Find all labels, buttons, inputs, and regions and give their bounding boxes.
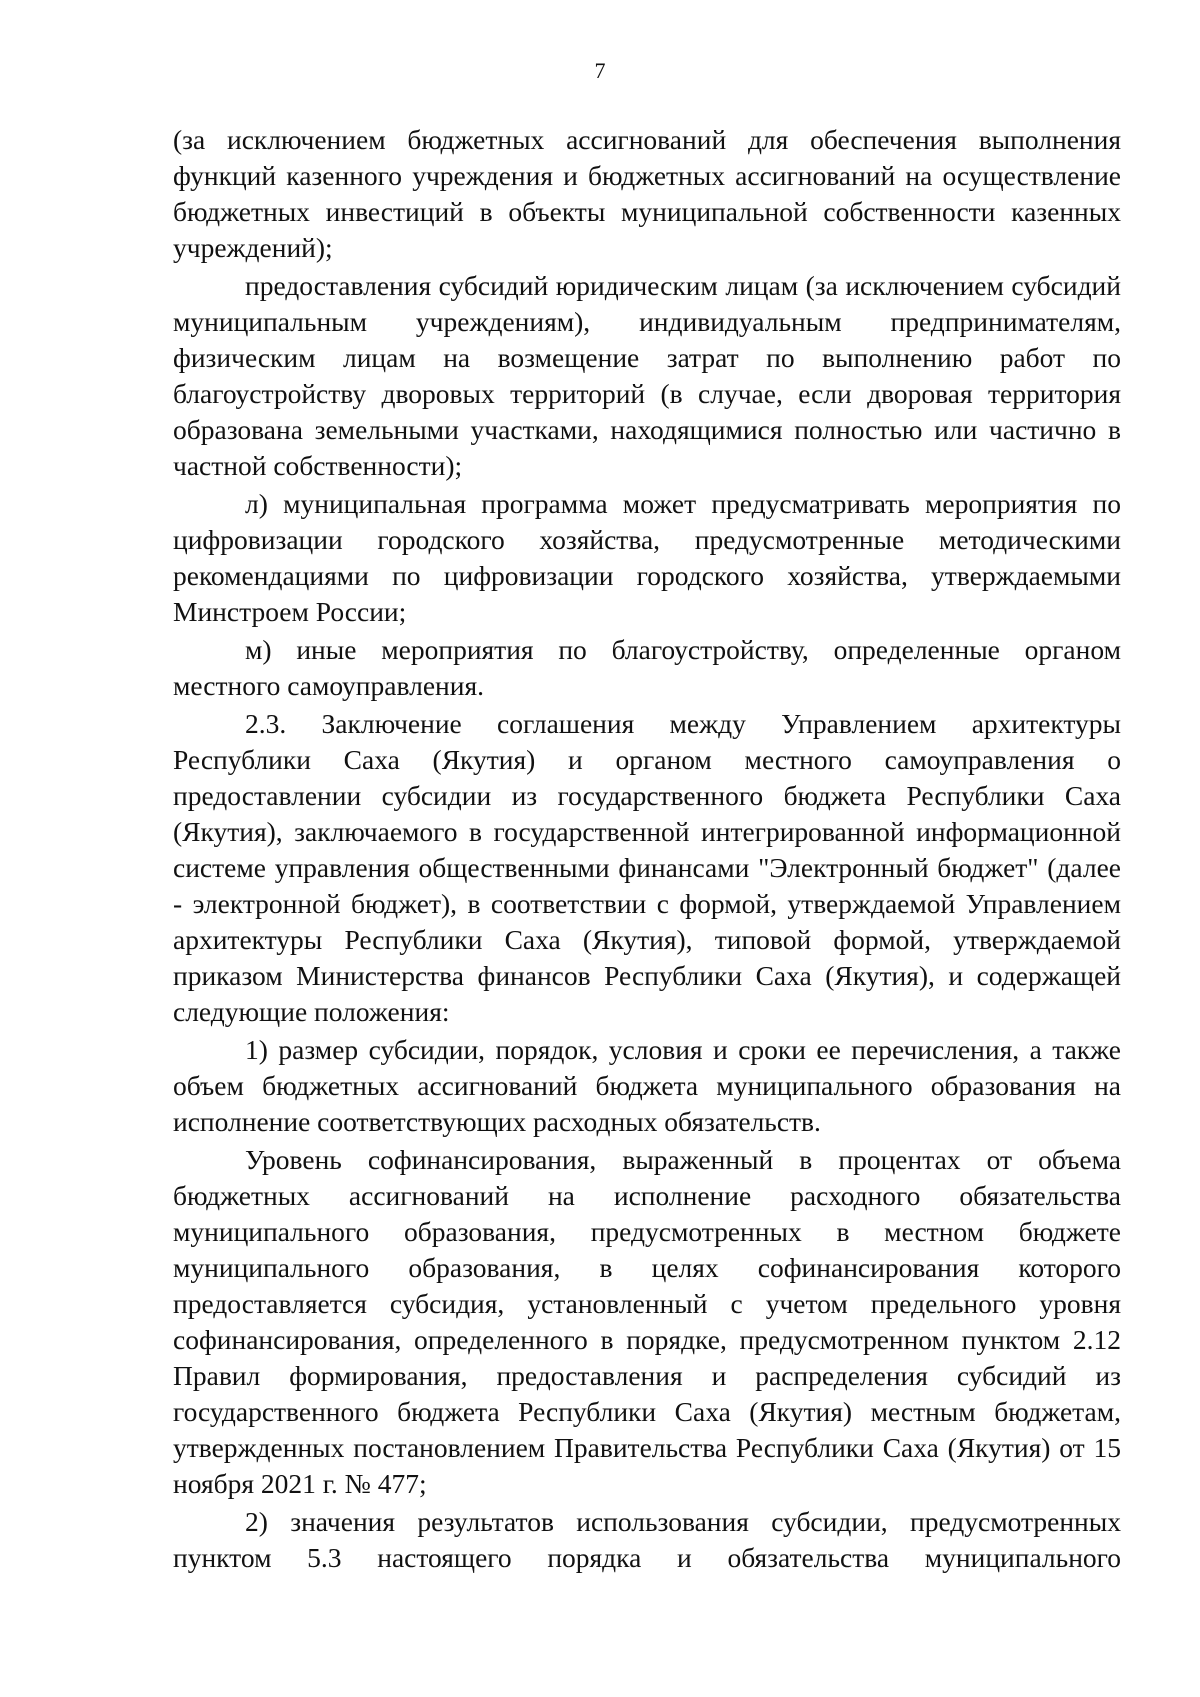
paragraph: 2) значения результатов использования субсидии, предусмотренных пунктом 5.3 настоящего порядка и обязательства муниципального bbox=[173, 1506, 1121, 1573]
document-body bbox=[173, 122, 1121, 1578]
paragraph: 2.3. Заключение соглашения между Управлением архитектуры Республики Саха (Якутия) и органом местного самоуправления о предоставлении субсидии из государственного бюджета Республики Саха (Якутия), заключаемого в государственной интегрированной информационной системе управления общественными финансами "Электронный бюджет" (далее - электронной бюджет), в соответствии с формой, утверждаемой Управлением архитектуры Республики Саха (Якутия), типовой формой, утверждаемой приказом Министерства финансов Республики Саха (Якутия), и содержащей следующие положения: bbox=[173, 708, 1121, 1027]
page-number: 7 bbox=[594, 58, 606, 83]
paragraph: 1) размер субсидии, порядок, условия и сроки ее перечисления, а также объем бюджетных ассигнований бюджета муниципального образования на исполнение соответствующих расходных обязательств. bbox=[173, 1034, 1121, 1137]
paragraph: л) муниципальная программа может предусматривать мероприятия по цифровизации городского хозяйства, предусмотренные методическими рекомендациями по цифровизации городского хозяйства, утверждаемыми Минстроем России; bbox=[173, 488, 1121, 627]
paragraph: м) иные мероприятия по благоустройству, определенные органом местного самоуправления. bbox=[173, 634, 1121, 701]
paragraph: предоставления субсидий юридическим лицам (за исключением субсидий муниципальным учреждениям), индивидуальным предпринимателям, физическим лицам на возмещение затрат по выполнению работ по благоустройству дворовых территорий (в случае, если дворовая территория образована земельными участками, находящимися полностью или частично в частной собственности); bbox=[173, 270, 1121, 481]
paragraph: Уровень софинансирования, выраженный в процентах от объема бюджетных ассигнований на исполнение расходного обязательства муниципального образования, предусмотренных в местном бюджете муниципального образования, в целях софинансирования которого предоставляется субсидия, установленный с учетом предельного уровня софинансирования, определенного в порядке, предусмотренном пунктом 2.12 Правил формирования, предоставления и распределения субсидий из государственного бюджета Республики Саха (Якутия) местным бюджетам, утвержденных постановлением Правительства Республики Саха (Якутия) от 15 ноября 2021 г. № 477; bbox=[173, 1144, 1121, 1499]
paragraph: (за исключением бюджетных ассигнований для обеспечения выполнения функций казенного учреждения и бюджетных ассигнований на осуществление бюджетных инвестиций в объекты муниципальной собственности казенных учреждений); bbox=[173, 124, 1121, 263]
